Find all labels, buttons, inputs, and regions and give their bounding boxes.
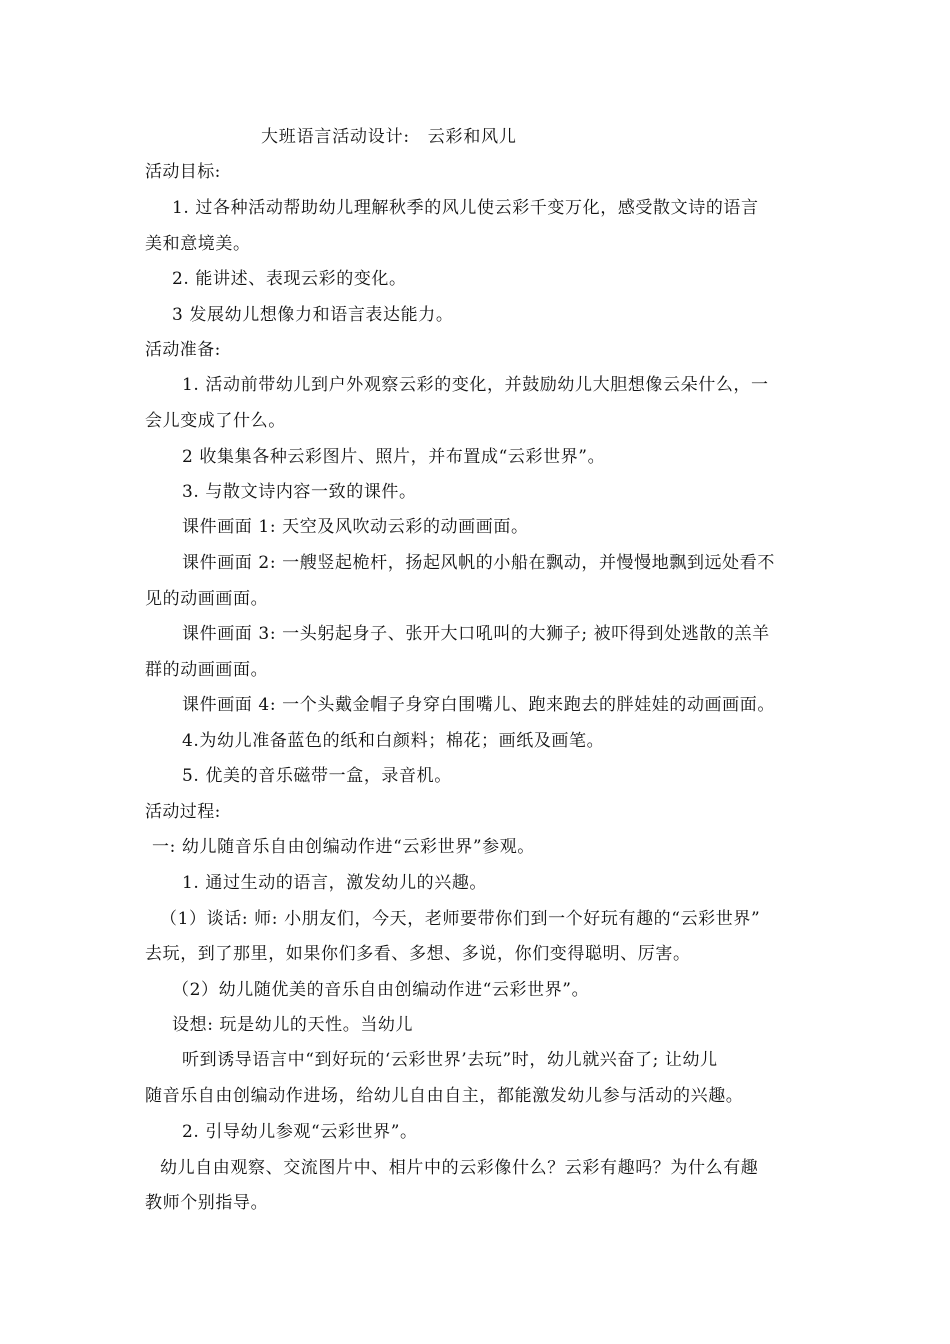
process-observe-cont: 教师个别指导。 (145, 1193, 269, 1213)
goals-item-2: 2. 能讲述、表现云彩的变化。 (172, 269, 407, 289)
courseware-frame-3-cont: 群的动画画面。 (145, 660, 269, 680)
process-idea-cont-2: 随音乐自由创编动作进场，给幼儿自由自主，都能激发幼儿参与活动的兴趣。 (145, 1086, 744, 1106)
preparation-item-2: 2 收集集各种云彩图片、照片，并布置成“云彩世界”。 (182, 447, 606, 467)
process-observe: 幼儿自由观察、交流图片中、相片中的云彩像什么？云彩有趣吗？为什么有趣 (160, 1158, 759, 1178)
process-step-1: 一: 幼儿随音乐自由创编动作进“云彩世界”参观。 (152, 837, 535, 857)
process-idea-cont-1: 听到诱导语言中“到好玩的‘云彩世界’去玩”时，幼儿就兴奋了; 让幼儿 (182, 1050, 718, 1070)
courseware-frame-1: 课件画面 1: 天空及风吹动云彩的动画画面。 (182, 517, 529, 537)
preparation-item-4: 4.为幼儿准备蓝色的纸和白颜料；棉花；画纸及画笔。 (182, 731, 605, 751)
process-step-2: 2. 引导幼儿参观“云彩世界”。 (182, 1122, 418, 1142)
preparation-item-5: 5. 优美的音乐磁带一盒，录音机。 (182, 766, 452, 786)
preparation-item-3: 3. 与散文诗内容一致的课件。 (182, 482, 417, 502)
courseware-frame-4: 课件画面 4: 一个头戴金帽子身穿白围嘴儿、跑来跑去的胖娃娃的动画画面。 (182, 695, 775, 715)
goals-heading: 活动目标: (145, 162, 221, 182)
document-title: 大班语言活动设计: 云彩和风儿 (261, 127, 517, 147)
process-step-1-1: 1. 通过生动的语言，激发幼儿的兴趣。 (182, 873, 488, 893)
preparation-item-1: 1. 活动前带幼儿到户外观察云彩的变化，并鼓励幼儿大胆想像云朵什么，一 (182, 375, 769, 395)
courseware-frame-2: 课件画面 2: 一艘竖起桅杆，扬起风帆的小船在飘动，并慢慢地飘到远处看不 (182, 553, 775, 573)
process-step-1-2: （2）幼儿随优美的音乐自由创编动作进“云彩世界”。 (172, 980, 590, 1000)
goals-item-1-cont: 美和意境美。 (145, 234, 251, 254)
process-talk: （1）谈话: 师: 小朋友们，今天，老师要带你们到一个好玩有趣的“云彩世界” (160, 909, 761, 929)
courseware-frame-2-cont: 见的动画画面。 (145, 589, 269, 609)
preparation-item-1-cont: 会儿变成了什么。 (145, 411, 286, 431)
goals-item-3: 3 发展幼儿想像力和语言表达能力。 (172, 305, 454, 325)
courseware-frame-3: 课件画面 3: 一头躬起身子、张开大口吼叫的大狮子; 被吓得到处逃散的羔羊 (182, 624, 770, 644)
process-idea: 设想: 玩是幼儿的天性。当幼儿 (172, 1015, 414, 1035)
process-heading: 活动过程: (145, 802, 221, 822)
goals-item-1: 1. 过各种活动帮助幼儿理解秋季的风儿使云彩千变万化，感受散文诗的语言 (172, 198, 759, 218)
process-talk-cont: 去玩，到了那里，如果你们多看、多想、多说，你们变得聪明、厉害。 (145, 944, 691, 964)
preparation-heading: 活动准备: (145, 340, 221, 360)
